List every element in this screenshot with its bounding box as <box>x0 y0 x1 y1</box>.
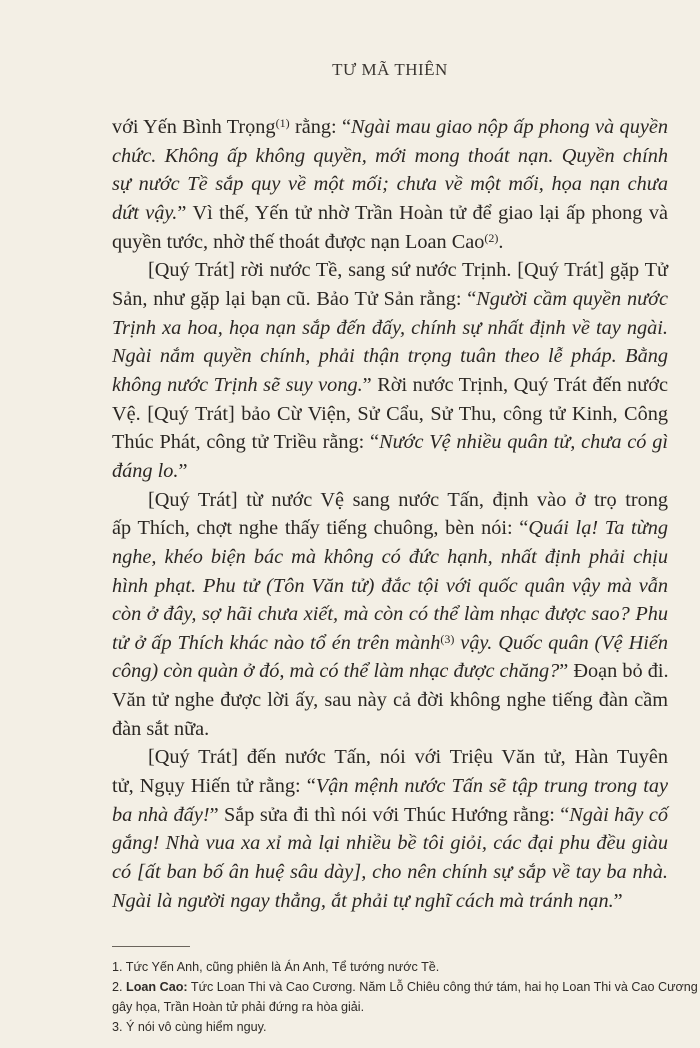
text-line <box>112 170 668 199</box>
text-run: ấp Thích, chợt nghe thấy tiếng chuông, bèn nói: “ <box>112 517 529 540</box>
text-line <box>112 199 668 228</box>
text-line <box>112 486 668 515</box>
text-run: . <box>498 230 504 253</box>
footnote-text: Tức Loan Thi và Cao Cương. Năm Lỗ Chiêu công thứ tám, hai họ Loan Thi và Cao Cương <box>190 980 698 994</box>
footnote-text: Tức Yến Anh, cũng phiên là Án Anh, Tể tướng nước Tề. <box>125 960 440 974</box>
paragraph <box>112 256 668 485</box>
text-line <box>112 743 668 772</box>
text-line <box>112 772 668 801</box>
footnote <box>112 957 682 977</box>
italic-quote: Nước Vệ nhiều quân tử, chưa có gì <box>379 431 668 454</box>
italic-quote: tử ở ấp Thích khác nào tổ én trên mành <box>112 631 441 654</box>
text-run: Vệ. [Quý Trát] bảo Cừ Viện, Sử Cẩu, Sử Thu, công tử Kinh, Công <box>112 402 668 425</box>
italic-quote: sự nước Tề sắp quy về một mối; chưa về một mối, họa nạn chưa <box>112 173 668 196</box>
paragraph <box>112 113 668 256</box>
text-line <box>112 600 668 629</box>
text-line <box>112 256 668 285</box>
footnote-term: Loan Cao: <box>126 980 188 994</box>
text-run: ” Vì thế, Yến tử nhờ Trần Hoàn tử để giao lại ấp phong và <box>177 201 668 224</box>
text-line <box>112 228 668 257</box>
italic-quote: không nước Trịnh sẽ suy vong. <box>112 373 363 396</box>
italic-quote: chức. Không ấp không quyền, mới mong thoát nạn. Quyền chính <box>112 144 668 167</box>
text-line <box>112 572 668 601</box>
paragraph <box>112 743 668 915</box>
italic-quote: có [ất ban bố ân huệ sâu dày], cho nên chính sự sắp về tay ba nhà. <box>112 861 668 884</box>
text-line <box>112 801 668 830</box>
text-line <box>112 829 668 858</box>
italic-quote: còn ở đây, sợ hãi chưa xiết, mà còn có thể làm nhạc được sao? Phu <box>112 603 668 626</box>
text-run: ” <box>613 889 623 912</box>
italic-quote: vậy. Quốc quân (Vệ Hiến <box>454 631 668 654</box>
footnote-ref: (3) <box>440 631 455 646</box>
italic-quote: gắng! Nhà vua xa xỉ mà lại nhiều bề tôi giỏi, các đại phu đều giàu <box>112 832 668 855</box>
italic-quote: Ngài nắm quyền chính, phải thận trọng tuân theo lễ pháp. Bằng <box>112 345 668 368</box>
text-run: ” <box>178 459 188 482</box>
text-run: [Quý Trát] đến nước Tấn, nói với Triệu Văn tử, Hàn Tuyên <box>148 746 668 769</box>
italic-quote: Vận mệnh nước Tấn sẽ tập trung trong tay <box>315 775 669 798</box>
text-line <box>112 629 668 658</box>
italic-quote: Quái lạ! Ta từng <box>528 517 668 540</box>
italic-quote: nghe, khéo biện bác mà không có đức hạnh, nhất định phải chịu <box>112 545 668 568</box>
italic-quote: Người cầm quyền nước <box>476 287 668 310</box>
footnote-number: 2. <box>112 980 123 994</box>
text-line <box>112 285 668 314</box>
text-run: ” Rời nước Trịnh, Quý Trát đến nước <box>362 373 668 396</box>
italic-quote: Trịnh xa hoa, họa nạn sắp đến đấy, chính sự nhất định về tay ngài. <box>112 316 668 339</box>
text-line <box>112 715 668 744</box>
text-line <box>112 887 668 916</box>
footnote <box>112 1017 682 1037</box>
text-run: tử, Ngụy Hiến tử rằng: “ <box>112 775 316 798</box>
italic-quote: hình phạt. Phu tử (Tôn Văn tử) đắc tội với quốc quân vậy mà vẫn <box>112 574 668 597</box>
running-header: TƯ MÃ THIÊN <box>332 60 448 79</box>
text-run: rằng: “ <box>289 116 351 138</box>
body-text <box>112 113 668 915</box>
text-line <box>112 657 668 686</box>
footnote-ref: (2) <box>484 230 499 245</box>
text-line <box>112 686 668 715</box>
text-run: ” Đoạn bỏ đi. <box>559 660 669 683</box>
text-line <box>112 514 668 543</box>
paragraph <box>112 486 668 744</box>
footnote-divider <box>112 946 190 947</box>
footnote-ref: (1) <box>275 116 290 130</box>
text-run: [Quý Trát] từ nước Vệ sang nước Tấn, định vào ở trọ trong <box>148 488 668 511</box>
text-line <box>112 543 668 572</box>
italic-quote: Ngài hãy cố <box>569 803 668 826</box>
footnote <box>112 977 698 997</box>
footnote-text: gây họa, Trần Hoàn tử phải đứng ra hòa giải. <box>112 1000 365 1014</box>
text-line <box>112 457 668 486</box>
text-line <box>112 113 668 142</box>
footnote-number: 3. <box>112 1020 123 1034</box>
footnotes <box>112 957 698 1037</box>
text-run: Sản, như gặp lại bạn cũ. Bảo Tử Sản rằng: “ <box>112 287 477 310</box>
text-run: [Quý Trát] rời nước Tề, sang sứ nước Trịnh. [Quý Trát] gặp Tử <box>148 259 668 282</box>
text-run: quyền tước, nhờ thế thoát được nạn Loan Cao <box>112 230 485 253</box>
italic-quote: ba nhà đấy! <box>112 803 210 826</box>
footnote <box>112 997 682 1017</box>
text-run: Thúc Phát, công tử Triều rằng: “ <box>112 431 380 454</box>
text-line <box>112 142 668 171</box>
text-line <box>112 428 668 457</box>
italic-quote: Ngài là người ngay thẳng, ắt phải tự nghĩ cách mà tránh nạn. <box>112 889 614 912</box>
text-run: đàn sắt nữa. <box>112 717 210 740</box>
footnote-number: 1. <box>112 960 123 974</box>
text-line <box>112 371 668 400</box>
text-line <box>112 342 668 371</box>
italic-quote: dứt vậy. <box>112 201 178 224</box>
italic-quote: công) còn quàn ở đó, mà có thể làm nhạc được chăng? <box>112 660 560 683</box>
text-run: ” Sắp sửa đi thì nói với Thúc Hướng rằng: “ <box>209 803 570 826</box>
footnote-text: Ý nói vô cùng hiểm nguy. <box>126 1020 267 1034</box>
text-line <box>112 858 668 887</box>
italic-quote: đáng lo. <box>112 459 179 482</box>
text-run: Văn tử nghe được lời ấy, sau này cả đời không nghe tiếng đàn cầm <box>112 689 668 712</box>
text-run: với Yến Bình Trọng <box>112 116 276 138</box>
text-line <box>112 314 668 343</box>
text-line <box>112 400 668 429</box>
italic-quote: Ngài mau giao nộp ấp phong và quyền <box>351 116 668 138</box>
